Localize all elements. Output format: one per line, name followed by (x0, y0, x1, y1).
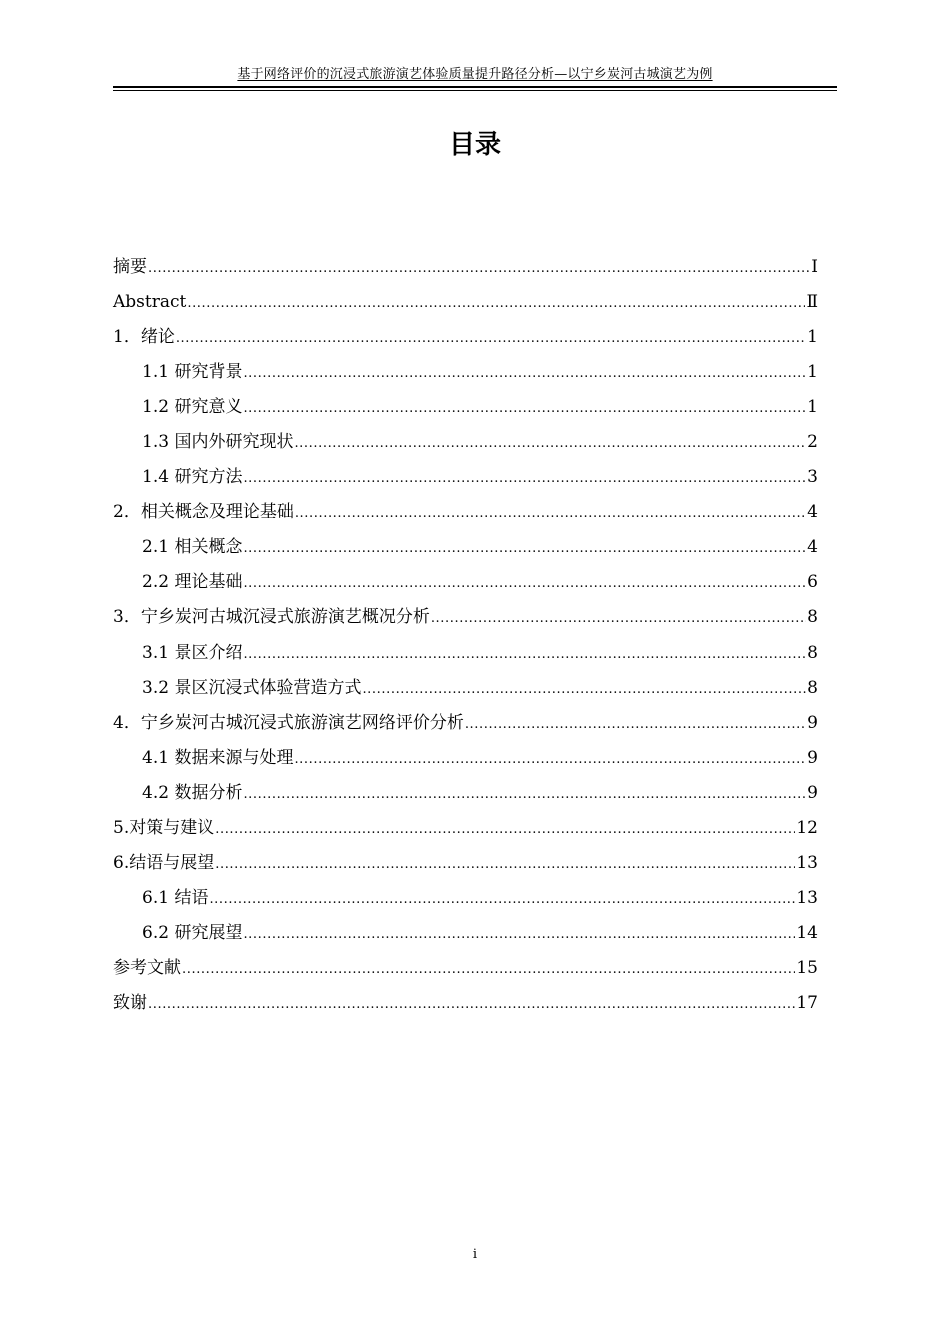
toc-entry-page: 4 (807, 502, 818, 523)
toc-entry[interactable] (113, 951, 818, 986)
toc-entry-page: 1 (807, 397, 818, 418)
toc-entry-page: 15 (796, 957, 818, 978)
toc-dot-leader (148, 251, 810, 286)
toc-entry-page: 8 (807, 607, 818, 628)
toc-entry-page: 17 (796, 992, 818, 1013)
toc-entry-label: 1.4 研究方法 (142, 467, 243, 488)
toc-dot-leader (243, 391, 806, 426)
toc-entry[interactable] (113, 250, 818, 285)
toc-entry[interactable] (113, 355, 818, 390)
toc-dot-leader (243, 461, 806, 496)
toc-entry[interactable] (113, 390, 818, 425)
toc-entry-page: 9 (807, 782, 818, 803)
toc-dot-leader (295, 496, 806, 531)
header-rule-thin (113, 90, 837, 91)
toc-entry[interactable] (113, 425, 818, 460)
toc-entry-page: Ⅰ (811, 257, 818, 277)
toc-dot-leader (148, 987, 795, 1022)
toc-entry[interactable] (113, 706, 818, 741)
toc-entry[interactable] (113, 495, 818, 530)
toc-entry-label: 1．绪论 (113, 327, 175, 348)
toc-entry-page: 3 (807, 467, 818, 488)
toc-entry[interactable] (113, 811, 818, 846)
toc-dot-leader (362, 672, 806, 707)
toc-entry-label: 4.1 数据来源与处理 (142, 747, 294, 768)
toc-entry-page: 14 (796, 922, 818, 943)
toc-entry[interactable] (113, 320, 818, 355)
table-of-contents (113, 250, 818, 1021)
running-header-text: 基于网络评价的沉浸式旅游演艺体验质量提升路径分析—以宁乡炭河古城演艺为例 (237, 67, 713, 82)
toc-entry-label: 5.对策与建议 (113, 817, 215, 838)
toc-entry-label: 1.3 国内外研究现状 (142, 432, 294, 453)
toc-dot-leader (243, 777, 806, 812)
toc-entry-page: 8 (807, 677, 818, 698)
page-number: i (472, 1247, 478, 1262)
toc-dot-leader (187, 286, 805, 321)
toc-entry-page: 12 (796, 817, 818, 838)
toc-dot-leader (294, 742, 806, 777)
toc-entry-page: 1 (807, 327, 818, 348)
toc-entry-page: 8 (807, 642, 818, 663)
toc-entry-label: Abstract (113, 292, 187, 313)
toc-entry[interactable] (113, 600, 818, 635)
toc-entry[interactable] (113, 530, 818, 565)
toc-entry-label: 1.1 研究背景 (142, 362, 243, 383)
toc-entry-label: 2．相关概念及理论基础 (113, 502, 294, 523)
toc-entry[interactable] (113, 636, 818, 671)
toc-dot-leader (243, 531, 806, 566)
toc-entry-label: 3.1 景区介绍 (142, 642, 243, 663)
toc-entry[interactable] (113, 460, 818, 495)
toc-entry-label: 4.2 数据分析 (142, 782, 243, 803)
toc-entry[interactable] (113, 776, 818, 811)
header-rule-thick (113, 86, 837, 88)
toc-entry-page: Ⅱ (806, 292, 818, 313)
page-title: 目录 (448, 130, 501, 160)
toc-dot-leader (243, 637, 806, 672)
toc-entry-label: 4．宁乡炭河古城沉浸式旅游演艺网络评价分析 (113, 712, 464, 733)
toc-entry-label: 3．宁乡炭河古城沉浸式旅游演艺概况分析 (113, 607, 430, 628)
toc-entry-label: 2.1 相关概念 (142, 537, 243, 558)
toc-entry[interactable] (113, 881, 818, 916)
toc-dot-leader (243, 566, 806, 601)
toc-entry-label: 6.1 结语 (142, 887, 209, 908)
toc-dot-leader (176, 321, 806, 356)
toc-entry[interactable] (113, 916, 818, 951)
toc-entry-page: 6 (807, 572, 818, 593)
toc-entry-page: 9 (807, 712, 818, 733)
toc-dot-leader (215, 812, 795, 847)
toc-entry-page: 4 (807, 537, 818, 558)
toc-entry[interactable] (113, 671, 818, 706)
toc-entry-page: 13 (796, 887, 818, 908)
toc-entry-label: 3.2 景区沉浸式体验营造方式 (142, 677, 362, 698)
toc-dot-leader (431, 601, 806, 636)
toc-entry-page: 13 (796, 852, 818, 873)
toc-entry-page: 1 (807, 362, 818, 383)
toc-dot-leader (465, 707, 806, 742)
toc-entry[interactable] (113, 285, 818, 320)
toc-entry[interactable] (113, 846, 818, 881)
toc-entry-label: 1.2 研究意义 (142, 397, 243, 418)
toc-dot-leader (294, 426, 806, 461)
toc-entry[interactable] (113, 986, 818, 1021)
toc-entry-label: 参考文献 (113, 957, 181, 978)
toc-dot-leader (182, 952, 795, 987)
toc-entry-label: 6.结语与展望 (113, 852, 215, 873)
toc-dot-leader (243, 356, 806, 391)
toc-entry-label: 2.2 理论基础 (142, 572, 243, 593)
toc-dot-leader (209, 882, 795, 917)
toc-entry-page: 2 (807, 432, 818, 453)
toc-entry-label: 6.2 研究展望 (142, 922, 243, 943)
toc-entry-label: 致谢 (113, 992, 147, 1013)
toc-dot-leader (215, 847, 795, 882)
toc-dot-leader (243, 917, 795, 952)
toc-entry-label: 摘要 (113, 257, 147, 277)
toc-entry[interactable] (113, 565, 818, 600)
toc-entry[interactable] (113, 741, 818, 776)
toc-entry-page: 9 (807, 747, 818, 768)
running-header (113, 66, 837, 84)
